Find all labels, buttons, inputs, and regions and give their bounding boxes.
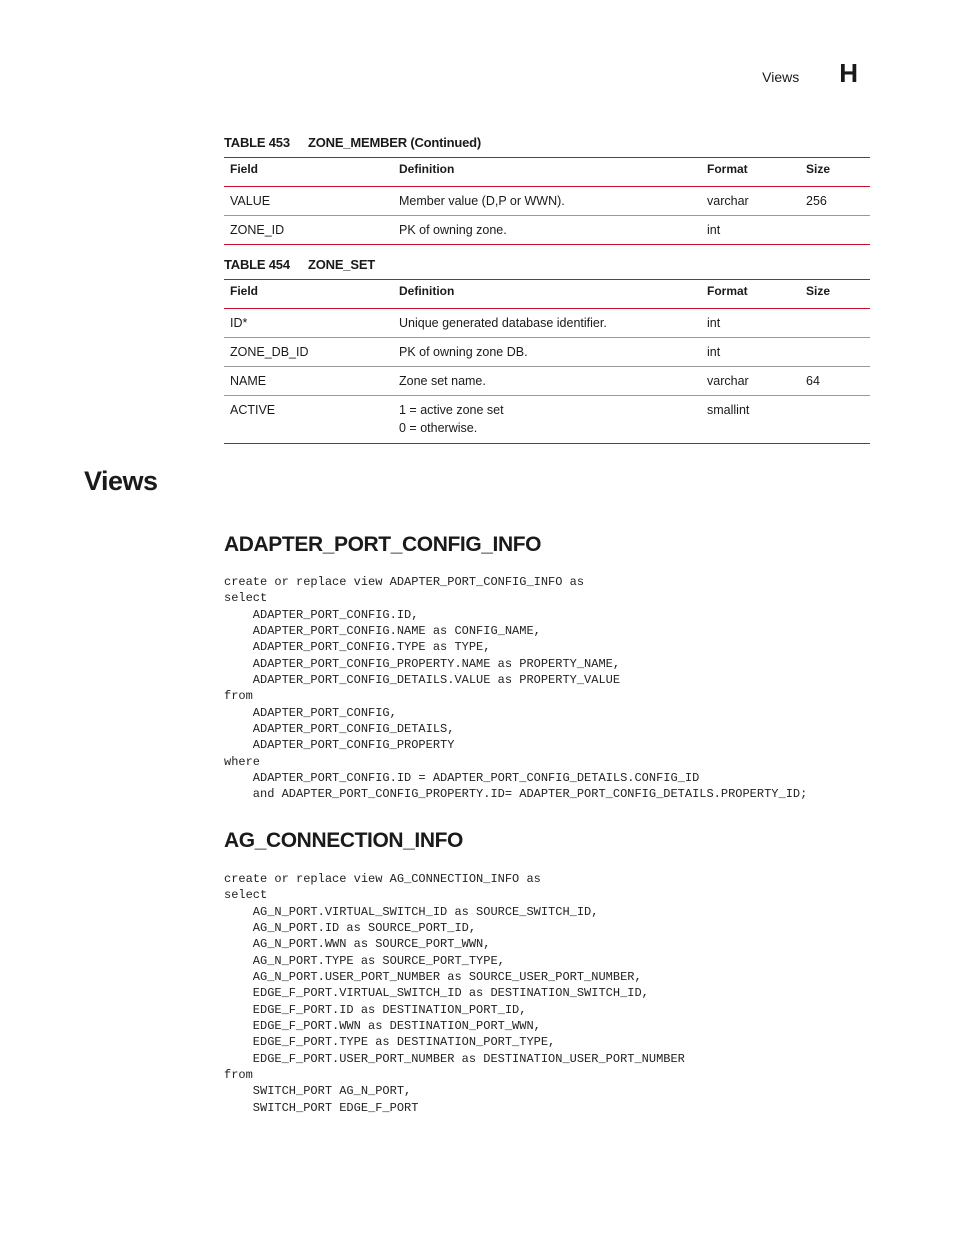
- table-cell: 256: [806, 194, 827, 208]
- table-cell: [800, 338, 870, 367]
- table-453-caption: [224, 135, 481, 150]
- chapter-letter: H: [839, 58, 858, 88]
- table-cell: PK of owning zone DB.: [393, 338, 701, 367]
- table-title: ZONE_MEMBER (Continued): [308, 135, 482, 150]
- column-header: Format: [701, 158, 800, 187]
- column-header: Field: [224, 280, 393, 309]
- table-cell: varchar: [707, 194, 749, 208]
- table-cell: ID*: [230, 316, 248, 330]
- column-header: Format: [701, 280, 800, 309]
- table-cell: ZONE_DB_ID: [224, 338, 393, 367]
- table-row: [224, 187, 870, 216]
- column-header: Size: [800, 280, 870, 309]
- table-cell: int: [707, 316, 721, 330]
- table-cell: ACTIVE: [224, 396, 393, 444]
- table-cell: [800, 216, 870, 245]
- zone-member-table: [224, 157, 870, 245]
- table-cell: Member value (D,P or WWN).: [399, 194, 565, 208]
- running-header: [762, 58, 858, 89]
- code-block: create or replace view AG_CONNECTION_INFO as select AG_N_PORT.VIRTUAL_SWITCH_ID as SOURCE_SWITCH_ID, AG_N_PORT.ID as SOURCE_PORT_ID, AG_N_PORT.WWN as SOURCE_PORT_WWN, AG_N_PORT.TYPE as SOURCE_PORT_TYPE, AG_N_PORT.USER_PORT_NUMBER as SOURCE_USER_PORT_NUMBER, EDGE_F_PORT.VIRTUAL_SWITCH_ID as DESTINATION_SWITCH_ID, EDGE_F_PORT.ID as DESTINATION_PORT_ID, EDGE_F_PORT.WWN as DESTINATION_PORT_WWN, EDGE_F_PORT.TYPE as DESTINATION_PORT_TYPE, EDGE_F_PORT.USER_PORT_NUMBER as DESTINATION_USER_PORT_NUMBER from SWITCH_PORT AG_N_PORT, SWITCH_PORT EDGE_F_PORT: [224, 872, 685, 1115]
- code-block: create or replace view ADAPTER_PORT_CONFIG_INFO as select ADAPTER_PORT_CONFIG.ID, ADAPTER_PORT_CONFIG.NAME as CONFIG_NAME, ADAPTER_PORT_CONFIG.TYPE as TYPE, ADAPTER_PORT_CONFIG_PROPERTY.NAME as PROPERTY_NAME, ADAPTER_PORT_CONFIG_DETAILS.VALUE as PROPERTY_VALUE from ADAPTER_PORT_CONFIG, ADAPTER_PORT_CONFIG_DETAILS, ADAPTER_PORT_CONFIG_PROPERTY where ADAPTER_PORT_CONFIG.ID = ADAPTER_PORT_CONFIG_DETAILS.CONFIG_ID and ADAPTER_PORT_CONFIG_PROPERTY.ID= ADAPTER_PORT_CONFIG_DETAILS.PROPERTY_ID;: [224, 575, 808, 802]
- column-header: Definition: [393, 158, 701, 187]
- table-number: TABLE 454: [224, 257, 290, 272]
- table-cell: Zone set name.: [393, 367, 701, 396]
- table-cell: ZONE_ID: [224, 216, 393, 245]
- table-row: [224, 338, 870, 367]
- table-cell: [800, 396, 870, 444]
- table-header-row: [224, 280, 870, 309]
- table-454-caption: [224, 257, 375, 272]
- column-header: Field: [224, 158, 393, 187]
- table-cell: int: [701, 338, 800, 367]
- column-header: Definition: [393, 280, 701, 309]
- table-row: [224, 216, 870, 245]
- table-cell: VALUE: [230, 194, 271, 208]
- zone-set-table: [224, 279, 870, 444]
- table-header-row: [224, 158, 870, 187]
- running-title: Views: [762, 69, 800, 85]
- table-row: [224, 309, 870, 338]
- table-row: [224, 396, 870, 444]
- view-heading: ADAPTER_PORT_CONFIG_INFO: [224, 533, 542, 556]
- column-header: Size: [800, 158, 870, 187]
- table-cell: PK of owning zone.: [393, 216, 701, 245]
- table-number: TABLE 453: [224, 135, 290, 150]
- table-cell: varchar: [701, 367, 800, 396]
- table-cell: NAME: [224, 367, 393, 396]
- table-cell: 64: [800, 367, 870, 396]
- table-cell: smallint: [701, 396, 800, 444]
- view-heading: AG_CONNECTION_INFO: [224, 829, 463, 852]
- table-cell: int: [701, 216, 800, 245]
- section-heading: Views: [84, 466, 158, 496]
- table-cell: Unique generated database identifier.: [399, 316, 607, 330]
- table-cell: [800, 309, 870, 338]
- table-title: ZONE_SET: [308, 257, 376, 272]
- table-row: [224, 367, 870, 396]
- table-cell: 1 = active zone set 0 = otherwise.: [393, 396, 701, 444]
